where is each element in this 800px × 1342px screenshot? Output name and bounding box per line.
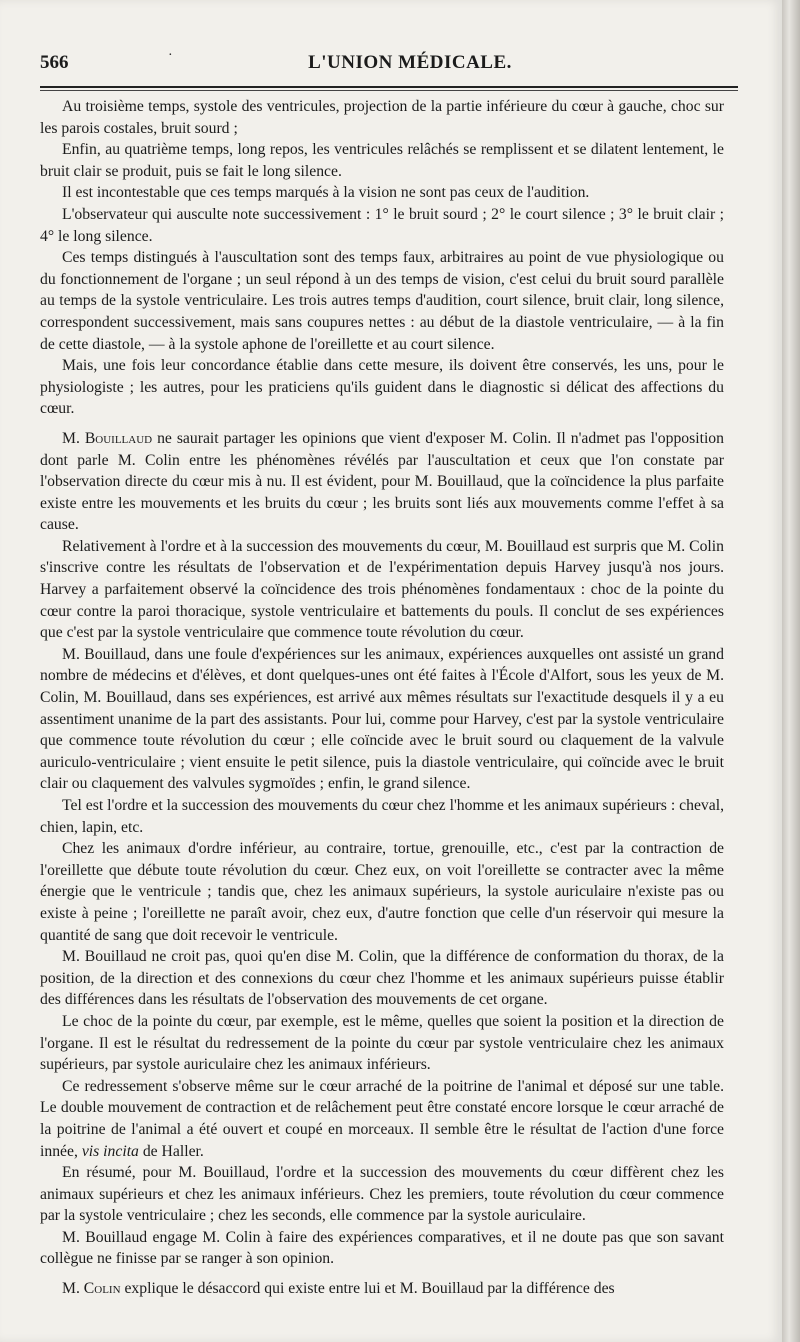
page-number: 566: [40, 52, 69, 73]
paragraph: Chez les animaux d'ordre inférieur, au contraire, tortue, grenouille, etc., c'est par la contraction de l'oreillette que débute toute révolution du cœur. Chez eux, on voit l'oreillette se contracter avec la même énergie que le ventricule ; tandis que, chez les animaux supérieurs, la systole auriculaire n'existe pas ou existe à peine ; l'oreillette ne paraît avoir, chez eux, d'autre fonction que celle d'un réservoir qui mesure la quantité de sang que doit recevoir le ventricule.: [40, 840, 724, 944]
paragraph: [40, 1278, 724, 1300]
body-text: [40, 96, 724, 1300]
paragraph: Ces temps distingués à l'auscultation sont des temps faux, arbitraires au point de vue physiologique ou du fonctionnement de l'organe ; un seul répond à un des temps de vision, c'est celui du bruit sourd parallèle au temps de la systole ventriculaire. Les trois autres temps d'audition, court silence, bruit clair, long silence, correspondent successivement, mais sans coupures nettes : au début de la diastole ventriculaire, — à la fin de cette diastole, — à la systole aphone de l'oreillette et au court silence.: [40, 249, 724, 353]
paragraph: [40, 428, 724, 536]
header-dot: ·: [168, 48, 173, 63]
page-edge: [782, 0, 800, 1342]
paragraph-text: de Haller.: [138, 1142, 204, 1160]
paragraph: Le choc de la pointe du cœur, par exemple, est le même, quelles que soient la position et la direction de l'organe. Il est le résultat du redressement de la pointe du cœur par systole ventriculaire chez les animaux supérieurs, par systole auriculaire chez les animaux inférieurs.: [40, 1012, 724, 1074]
running-header: [40, 48, 740, 76]
paragraph-text: Ce redressement s'observe même sur le cœur arraché de la poitrine de l'animal et déposé sur une table. Le double mouvement de contraction et de relâchement peut être constaté encore lorsque le cœur arraché de la poitrine de l'animal a été ouvert et coupé en morceaux. Il semble être le résultat de l'action d'une force innée,: [40, 1077, 724, 1160]
header-rule-thin: [40, 90, 738, 91]
paragraph: M. Bouillaud, dans une foule d'expériences sur les animaux, expériences auxquelles ont assisté un grand nombre de médecins et d'élèves, et dont quelques-unes ont été faites à l'École d'Alfort, sous les yeux de M. Colin, M. Bouillaud, dans ses expériences, est arrivé aux mêmes résultats sur l'exactitude desquels il y a eu assentiment unanime de la part des assistants. Pour lui, comme pour Harvey, c'est par la systole ventriculaire que commence toute révolution du cœur ; elle coïncide avec le bruit sourd ou claquement de la valvule auriculo-ventriculaire ; vient ensuite le petit silence, puis la diastole ventriculaire, qui coïncide avec le bruit clair ou claquement des valvules sygmoïdes ; enfin, le grand silence.: [40, 645, 724, 793]
paragraph: Relativement à l'ordre et à la succession des mouvements du cœur, M. Bouillaud est surpris que M. Colin s'inscrive contre les résultats de l'observation et de l'expérimentation depuis Harvey jusqu'à nos jours. Harvey a parfaitement observé la coïncidence des trois phénomènes fondamentaux : choc de la pointe du cœur contre la paroi thoracique, systole ventriculaire et battements du pouls. Il conclut de ses expériences que c'est par la systole ventriculaire que commence toute révolution du cœur.: [40, 537, 724, 642]
paragraph: Enfin, au quatrième temps, long repos, les ventricules relâchés se remplissent et se dilatent lentement, le bruit clair se produit, puis se fait le long silence.: [40, 141, 724, 180]
paragraph: M. Bouillaud ne croit pas, quoi qu'en dise M. Colin, que la différence de conformation du thorax, de la position, de la direction et des connexions du cœur chez l'homme et les animaux supérieurs puisse établir des différences dans les résultats de l'observation des mouvements de cet organe.: [40, 948, 724, 1009]
paragraph: Il est incontestable que ces temps marqués à la vision ne sont pas ceux de l'audition.: [62, 184, 590, 202]
paragraph-text: ne saurait partager les opinions que vient d'exposer M. Colin. Il n'admet pas l'opposition dont parle M. Colin entre les phénomènes révélés par l'auscultation et ceux que l'on constate par l'observation directe du cœur mis à nu. Il est évident, pour M. Bouillaud, que la coïncidence la plus parfaite existe entre les mouvements et les bruits du cœur ; les bruits sont liés aux mouvements comme l'effet à sa cause.: [40, 429, 724, 534]
paragraph: [40, 1076, 724, 1162]
paragraph: M. Bouillaud engage M. Colin à faire des expériences comparatives, et il ne doute pas que son savant collègue ne finisse par se ranger à son opinion.: [40, 1228, 724, 1268]
paragraph: En résumé, pour M. Bouillaud, l'ordre et la succession des mouvements du cœur diffèrent chez les animaux supérieurs et chez les animaux inférieurs. Chez les premiers, toute révolution du cœur commence par la systole ventriculaire ; chez les seconds, elle commence par la systole auriculaire.: [40, 1164, 724, 1225]
paragraph: L'observateur qui ausculte note successivement : 1° le bruit sourd ; 2° le court silence ; 3° le bruit clair ; 4° le long silence.: [40, 205, 724, 245]
paragraph: Mais, une fois leur concordance établie dans cette mesure, ils doivent être conservés, les uns, pour le physiologiste ; les autres, pour les praticiens qu'ils guident dans le diagnostic si délicat des affections du cœur.: [40, 357, 724, 418]
header-rule: [40, 86, 738, 88]
paragraph: Au troisième temps, systole des ventricules, projection de la partie inférieure du cœur à gauche, choc sur les parois costales, bruit sourd ;: [40, 98, 724, 137]
speaker-name: M. Colin: [62, 1280, 121, 1298]
paragraph: Tel est l'ordre et la succession des mouvements du cœur chez l'homme et les animaux supérieurs : cheval, chien, lapin, etc.: [40, 797, 724, 836]
latin-phrase: vis incita: [81, 1142, 139, 1160]
journal-title: L'UNION MÉDICALE.: [308, 52, 512, 73]
speaker-name: M. Bouillaud: [62, 429, 153, 447]
paragraph-text: explique le désaccord qui existe entre lui et M. Bouillaud par la différence des: [120, 1280, 615, 1298]
